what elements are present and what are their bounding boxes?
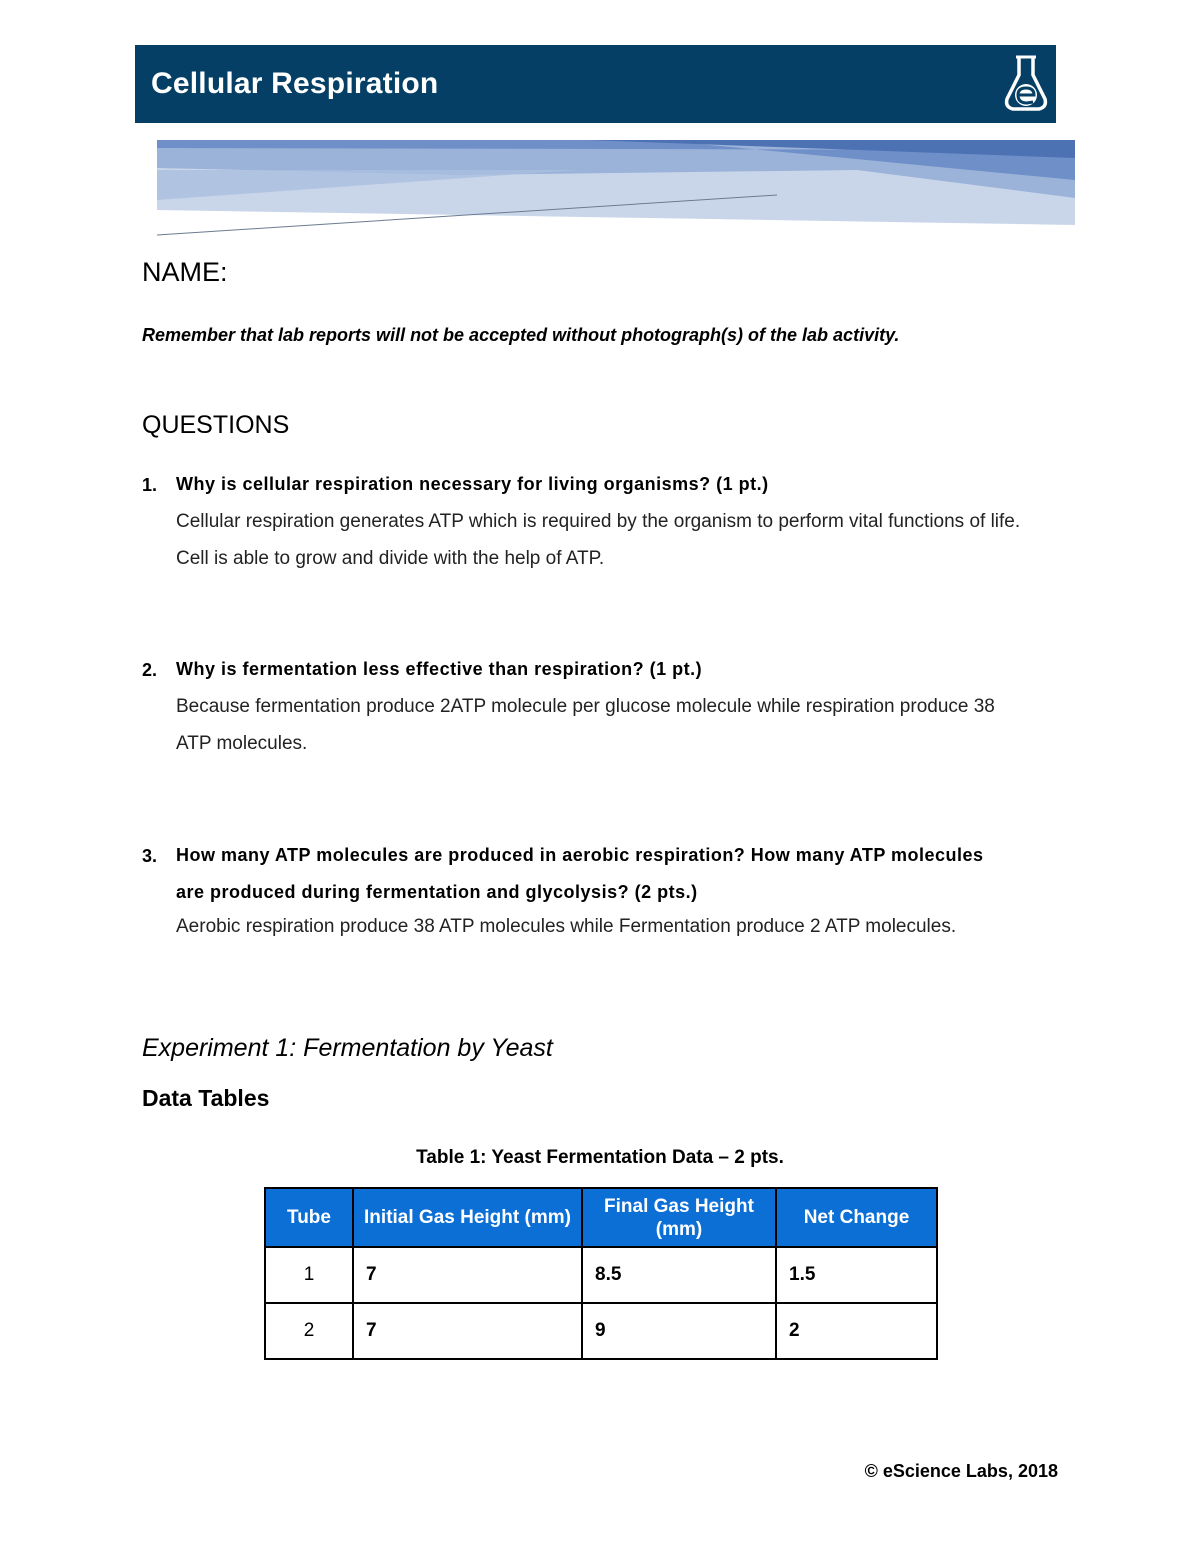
question-answer: Aerobic respiration produce 38 ATP molecules while Fermentation produce 2 ATP molecules. xyxy=(176,916,957,937)
column-header-final-gas-height: Final Gas Height (mm) xyxy=(582,1188,776,1247)
experiment-heading: Experiment 1: Fermentation by Yeast xyxy=(142,1034,553,1062)
question-1 xyxy=(142,475,1022,577)
cell-initial-gas-height: 7 xyxy=(353,1247,582,1303)
cell-net-change: 1.5 xyxy=(776,1247,937,1303)
column-header-net-change: Net Change xyxy=(776,1188,937,1247)
question-text: Why is fermentation less effective than respiration? (1 pt.) xyxy=(176,659,703,679)
table-header-row xyxy=(265,1188,937,1247)
header-bar xyxy=(135,45,1056,123)
table-caption: Table 1: Yeast Fermentation Data – 2 pts. xyxy=(416,1147,784,1168)
cell-tube: 2 xyxy=(265,1303,353,1359)
cell-net-change: 2 xyxy=(776,1303,937,1359)
question-answer: Cellular respiration generates ATP which is required by the organism to perform vital functions of life. Cell is able to grow and divide with the help of ATP. xyxy=(176,511,1021,569)
copyright-footer: © eScience Labs, 2018 xyxy=(864,1461,1058,1481)
decorative-banner xyxy=(157,140,1075,240)
question-number: 3. xyxy=(142,846,158,866)
question-text: How many ATP molecules are produced in aerobic respiration? How many ATP molecules are produced during fermentation and glycolysis? (2 pts.) xyxy=(176,845,984,902)
flask-e-logo-icon xyxy=(1003,55,1049,113)
cell-initial-gas-height: 7 xyxy=(353,1303,582,1359)
table-row xyxy=(265,1247,937,1303)
cell-tube: 1 xyxy=(265,1247,353,1303)
column-header-initial-gas-height: Initial Gas Height (mm) xyxy=(353,1188,582,1247)
yeast-fermentation-table xyxy=(264,1187,938,1360)
document-title: Cellular Respiration xyxy=(151,67,439,100)
photo-reminder: Remember that lab reports will not be accepted without photograph(s) of the lab activity. xyxy=(142,325,900,345)
question-2 xyxy=(142,660,1022,762)
name-label: NAME: xyxy=(142,257,228,287)
question-number: 1. xyxy=(142,475,158,495)
column-header-tube: Tube xyxy=(265,1188,353,1247)
table-row xyxy=(265,1303,937,1359)
questions-heading: QUESTIONS xyxy=(142,411,290,439)
question-text: Why is cellular respiration necessary for living organisms? (1 pt.) xyxy=(176,474,769,494)
question-number: 2. xyxy=(142,660,158,680)
cell-final-gas-height: 9 xyxy=(582,1303,776,1359)
data-tables-heading: Data Tables xyxy=(142,1085,270,1111)
question-answer: Because fermentation produce 2ATP molecule per glucose molecule while respiration produce 38 ATP molecules. xyxy=(176,696,995,754)
question-3 xyxy=(142,846,1002,942)
cell-final-gas-height: 8.5 xyxy=(582,1247,776,1303)
